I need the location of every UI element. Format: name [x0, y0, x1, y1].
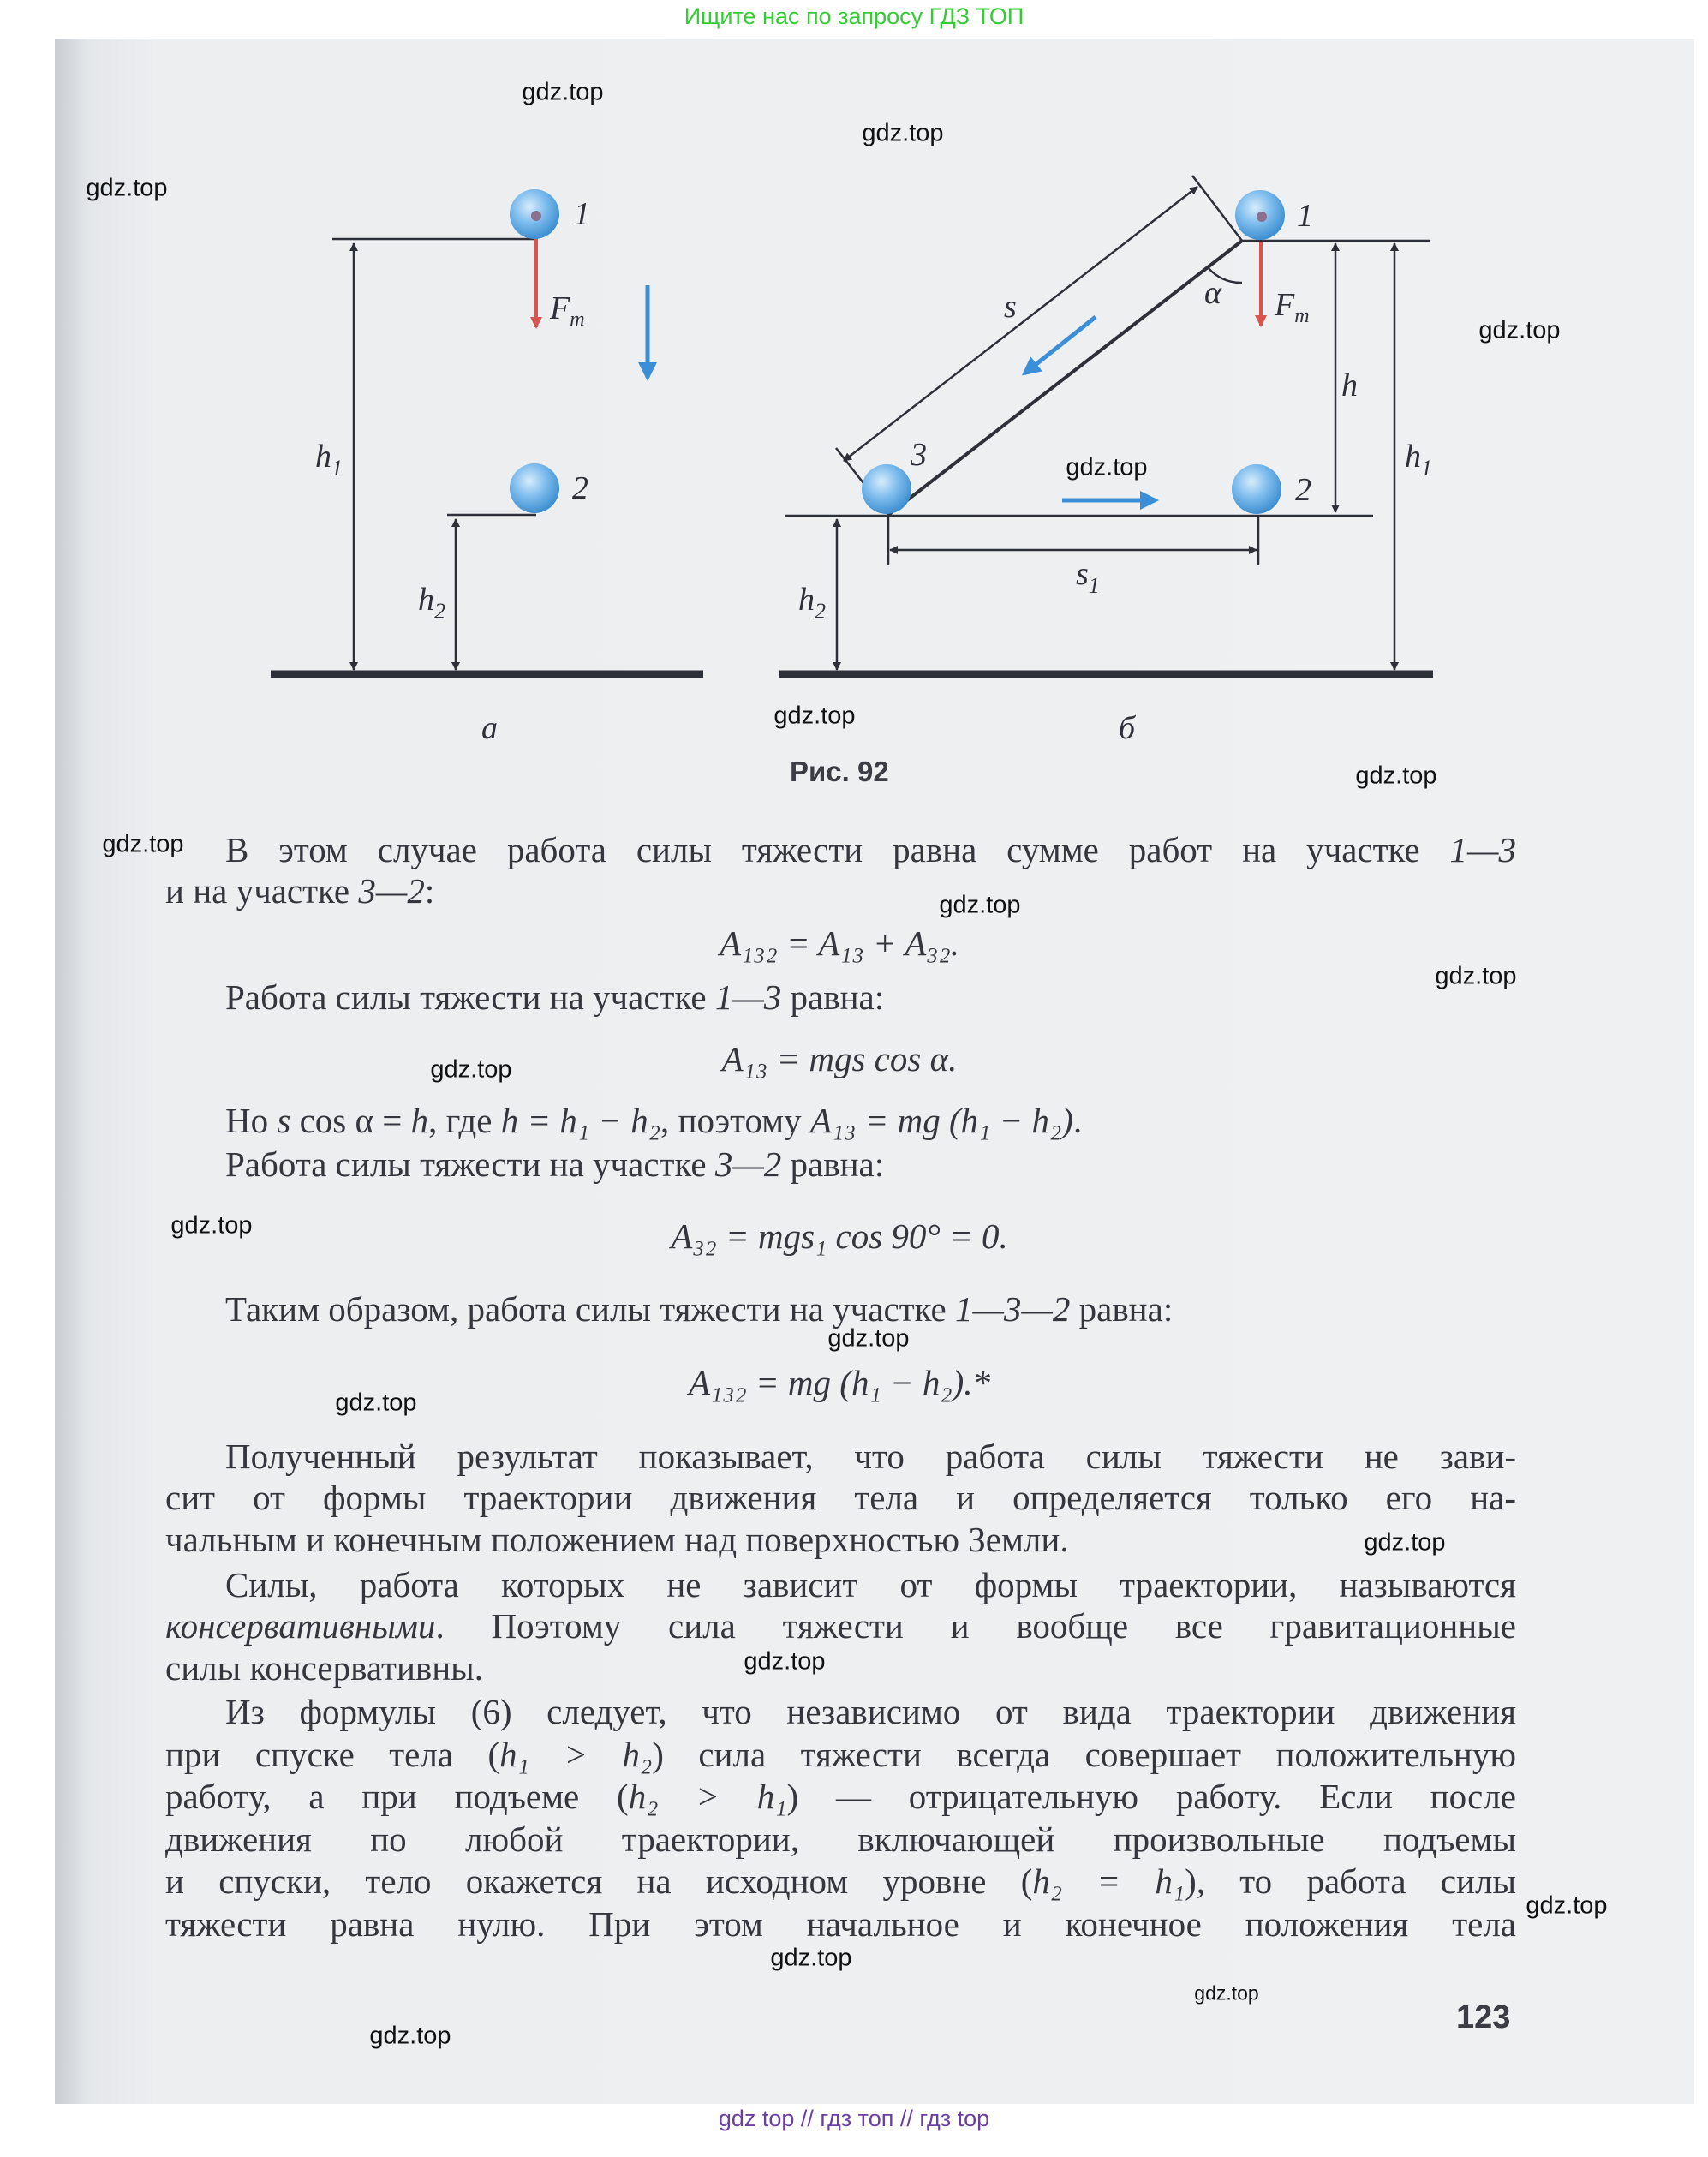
- text-segment: Силы, работа которых не зависит от формы траектории, называются: [225, 1565, 1516, 1604]
- italic-text: 1—3—2: [954, 1289, 1071, 1329]
- s1-label: $s_1$: [1076, 556, 1100, 598]
- ball-1-label-b: 1: [1297, 198, 1313, 234]
- page-number: 123: [1456, 1999, 1511, 2035]
- text-line: [165, 1734, 1516, 1775]
- footer-links[interactable]: gdz top // гдз топ // гдз top: [718, 2106, 990, 2131]
- text-segment: работу, а при подъеме (: [165, 1777, 629, 1816]
- text-segment: Но: [225, 1101, 278, 1140]
- text-segment: . Поэтому сила тяжести и вообще все гравитационные: [435, 1606, 1516, 1646]
- part-a-label: а: [481, 710, 498, 746]
- s-label: s: [1004, 289, 1017, 325]
- formula: [497, 1362, 1182, 1403]
- part-b-label: б: [1119, 710, 1136, 746]
- h-label: h: [1341, 367, 1358, 403]
- h1-label: $h_1$: [315, 439, 343, 481]
- text-segment: силы консервативны.: [165, 1648, 483, 1688]
- watermark: gdz.top: [369, 2022, 451, 2050]
- text-segment: равна:: [1070, 1289, 1174, 1329]
- watermark: gdz.top: [1478, 316, 1561, 344]
- text-segment: равна:: [781, 1144, 885, 1184]
- text-segment: Таким образом, работа силы тяжести на участке: [225, 1289, 955, 1329]
- text-line: [225, 977, 1516, 1018]
- h2-label: $h_2$: [418, 582, 445, 624]
- italic-text: h = h₁ − h₂: [500, 1101, 661, 1140]
- ball-1-label: 1: [574, 196, 590, 232]
- watermark: gdz.top: [170, 1211, 253, 1240]
- s-arrow: [844, 187, 1197, 461]
- watermark: gdz.top: [1435, 962, 1517, 990]
- text-line: [225, 1100, 1516, 1141]
- text-line: [225, 1691, 1516, 1732]
- text-segment: , поэтому: [660, 1101, 810, 1140]
- formula: [497, 923, 1182, 964]
- text-segment: A₁₃ = mgs cos α.: [721, 1039, 958, 1078]
- watermark: gdz.top: [1364, 1528, 1446, 1557]
- watermark: gdz.top: [86, 174, 168, 202]
- watermark: gdz.top: [862, 119, 944, 147]
- text-segment: Полученный результат показывает, что работа силы тяжести не зави-: [225, 1437, 1516, 1476]
- text-line: [165, 1519, 1516, 1560]
- italic-text: h₂ = h₁: [1032, 1861, 1185, 1901]
- italic-text: 3—2: [358, 871, 425, 911]
- watermark: gdz.top: [102, 830, 184, 858]
- italic-text: h: [410, 1101, 429, 1140]
- text-line: [225, 1436, 1516, 1477]
- watermark: gdz.top: [1355, 762, 1437, 790]
- diagram-b: [779, 176, 1433, 674]
- formula: [497, 1216, 1182, 1257]
- text-segment: .: [1072, 1101, 1083, 1140]
- ball-2-label-b: 2: [1295, 472, 1311, 508]
- h1-label-b: $h_1$: [1405, 439, 1432, 481]
- text-line: [165, 1605, 1516, 1646]
- watermark: gdz.top: [1194, 1981, 1259, 2005]
- watermark: gdz.top: [1526, 1891, 1608, 1920]
- text-segment: при спуске тела (: [165, 1735, 500, 1774]
- text-segment: :: [424, 871, 435, 911]
- text-segment: движения по любой траектории, включающей произвольные подъемы: [165, 1819, 1516, 1859]
- formula: [497, 1038, 1182, 1079]
- watermark: gdz.top: [744, 1647, 826, 1676]
- watermark: gdz.top: [430, 1055, 512, 1084]
- text-segment: Работа силы тяжести на участке: [225, 1144, 715, 1184]
- italic-text: 3—2: [714, 1144, 782, 1184]
- h2-label-b: $h_2$: [798, 582, 826, 624]
- force-label: $F_т$: [550, 290, 585, 331]
- figure-caption: Рис. 92: [790, 756, 889, 787]
- text-segment: A₁₃₂ = mg (h₁ − h₂).*: [688, 1363, 991, 1402]
- watermark: gdz.top: [939, 891, 1021, 919]
- italic-text: консервативными: [165, 1606, 436, 1646]
- text-line: [165, 1903, 1516, 1945]
- text-segment: cos α =: [290, 1101, 411, 1140]
- text-line: [165, 1477, 1516, 1518]
- text-segment: тяжести равна нулю. При этом начальное и конечное положения тела: [165, 1904, 1516, 1944]
- motion-arrow-incline: [1024, 317, 1096, 373]
- text-line: [165, 1861, 1516, 1902]
- text-segment: ) сила тяжести всегда совершает положительную: [652, 1735, 1516, 1774]
- text-line: [165, 1819, 1516, 1860]
- text-segment: равна:: [781, 977, 885, 1017]
- text-line: [165, 870, 1516, 911]
- text-segment: и на участке: [165, 871, 359, 911]
- text-line: [225, 1144, 1516, 1185]
- italic-text: h₂ > h₁: [628, 1777, 787, 1816]
- ball-2-b: [1232, 464, 1281, 514]
- ball-3: [862, 464, 911, 514]
- text-segment: Работа силы тяжести на участке: [225, 977, 715, 1017]
- italic-text: h₁ > h₂: [499, 1735, 653, 1774]
- watermark: gdz.top: [827, 1324, 910, 1353]
- diagram-a: [271, 224, 703, 674]
- text-line: [225, 1288, 1516, 1329]
- text-segment: ) — отрицательную работу. Если после: [786, 1777, 1516, 1816]
- ball-3-label: 3: [911, 437, 927, 473]
- italic-text: A₁₃ = mg (h₁ − h₂): [809, 1101, 1073, 1140]
- watermark: gdz.top: [773, 702, 856, 730]
- text-segment: чальным и конечным положением над поверхностью Земли.: [165, 1520, 1069, 1559]
- force-label-b: $F_т$: [1275, 287, 1310, 327]
- text-line: [225, 829, 1516, 870]
- text-segment: Из формулы (6) следует, что независимо от вида траектории движения: [225, 1692, 1516, 1731]
- text-line: [165, 1647, 1516, 1688]
- text-segment: сит от формы траектории движения тела и определяется только его на-: [165, 1478, 1516, 1517]
- text-segment: В этом случае работа силы тяжести равна сумме работ на участке: [225, 830, 1450, 869]
- watermark: gdz.top: [335, 1389, 417, 1417]
- text-line: [165, 1776, 1516, 1817]
- text-segment: A₃₂ = mgs₁ cos 90° = 0.: [671, 1216, 1008, 1256]
- search-banner: Ищите нас по запросу ГДЗ ТОП: [684, 3, 1024, 29]
- text-line: [225, 1564, 1516, 1605]
- alpha-label: α: [1204, 275, 1221, 311]
- text-segment: и спуски, тело окажется на исходном уровне (: [165, 1861, 1033, 1901]
- italic-text: s: [277, 1101, 291, 1140]
- ball-2-label: 2: [572, 470, 588, 506]
- text-segment: ), то работа силы: [1185, 1861, 1516, 1901]
- italic-text: 1—3: [1449, 830, 1516, 869]
- watermark: gdz.top: [1066, 453, 1148, 481]
- text-segment: , где: [428, 1101, 501, 1140]
- italic-text: 1—3: [714, 977, 782, 1017]
- ball-2-a: [510, 463, 559, 513]
- watermark: gdz.top: [770, 1944, 852, 1972]
- text-segment: A₁₃₂ = A₁₃ + A₃₂.: [719, 923, 959, 963]
- watermark: gdz.top: [522, 78, 604, 106]
